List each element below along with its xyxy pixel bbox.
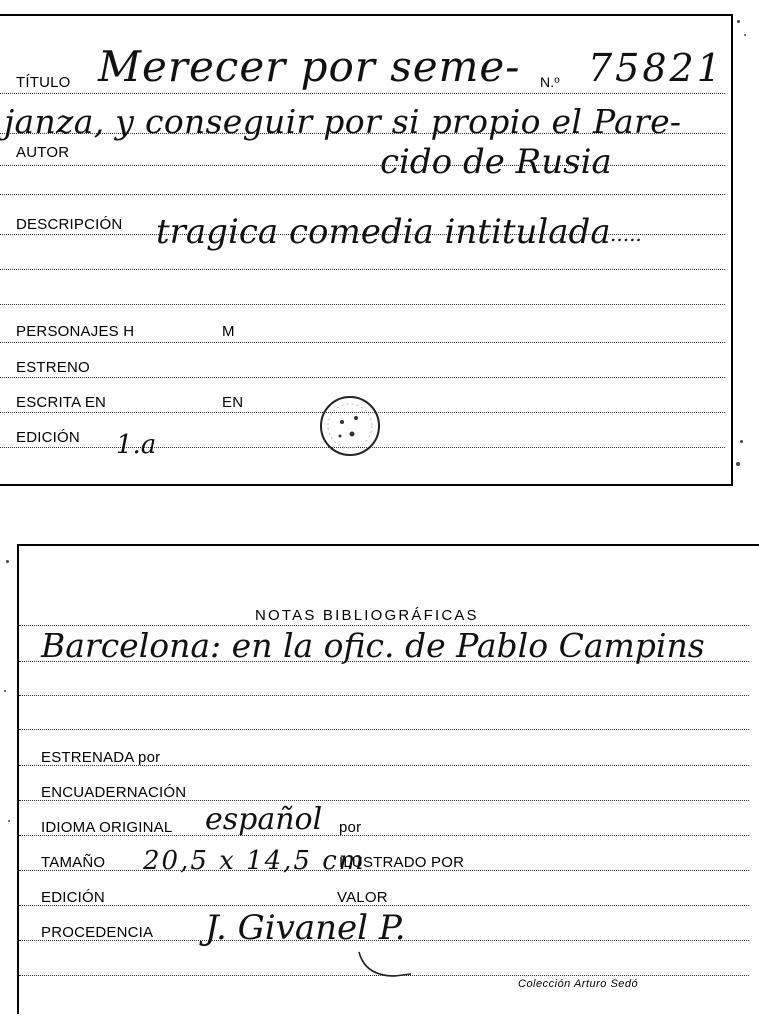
scan-speck: [736, 462, 740, 466]
rule-line: [0, 304, 725, 305]
scan-speck: [8, 820, 10, 822]
personajes-m-label: M: [222, 323, 235, 340]
titulo-label: TÍTULO: [16, 74, 71, 91]
edicion-label: EDICIÓN: [16, 429, 80, 446]
rule-line: [0, 342, 725, 343]
rule-line: [0, 194, 725, 195]
collection-footer: Colección Arturo Sedó: [518, 978, 639, 990]
rule-line: [0, 93, 725, 94]
descripcion-handwritten: tragica comedia intitulada: [156, 212, 611, 252]
rule-line: [19, 695, 749, 696]
estrenada-por-label: ESTRENADA por: [41, 749, 161, 766]
tamano-handwritten: 20,5 x 14,5 cm: [143, 846, 366, 876]
idioma-handwritten: español: [205, 802, 323, 837]
procedencia-handwritten: J. Givanel P.: [205, 908, 406, 948]
catalog-card-back: [17, 544, 759, 1014]
numero-label: N.º: [540, 74, 560, 90]
scan-speck: [6, 560, 9, 563]
ilustrado-por-label: ILUSTRADO POR: [339, 854, 465, 871]
procedencia-label: PROCEDENCIA: [41, 924, 154, 941]
scan-speck: [4, 690, 6, 692]
en-label: EN: [222, 394, 244, 411]
catalog-card-front: [0, 14, 733, 486]
rule-line: [0, 269, 725, 270]
edicion-back-label: EDICIÓN: [41, 889, 105, 906]
edicion-handwritten: 1.a: [116, 430, 157, 460]
descripcion-tail-handwritten: .....: [610, 222, 642, 246]
encuadernacion-label: ENCUADERNACIÓN: [41, 784, 187, 801]
rule-line: [0, 377, 725, 378]
valor-label: VALOR: [337, 889, 388, 906]
estreno-label: ESTRENO: [16, 359, 90, 376]
descripcion-label: DESCRIPCIÓN: [16, 216, 123, 233]
scan-speck: [740, 440, 743, 443]
title-handwritten-line2: janza, y conseguir por si propio el Pare-: [4, 102, 682, 141]
scan-speck: [737, 20, 740, 23]
idioma-original-label: IDIOMA ORIGINAL: [41, 819, 173, 836]
title-handwritten-line3: cido de Rusia: [380, 142, 612, 182]
personajes-h-label: PERSONAJES H: [16, 323, 135, 340]
title-handwritten-line1: Merecer por seme-: [98, 42, 521, 91]
rule-line: [0, 165, 725, 166]
scan-speck: [744, 34, 746, 36]
autor-label: AUTOR: [16, 144, 70, 161]
tamano-label: TAMAÑO: [41, 854, 106, 871]
escrita-en-label: ESCRITA EN: [16, 394, 107, 411]
library-stamp: [316, 392, 384, 460]
por-label: por: [339, 819, 362, 836]
signature-flourish: [355, 946, 415, 986]
catalog-number-handwritten: 75821: [588, 46, 724, 90]
notas-bibliograficas-heading: NOTAS BIBLIOGRÁFICAS: [255, 607, 479, 624]
notas-handwritten: Barcelona: en la ofic. de Pablo Campins: [41, 626, 705, 665]
rule-line: [19, 729, 749, 730]
